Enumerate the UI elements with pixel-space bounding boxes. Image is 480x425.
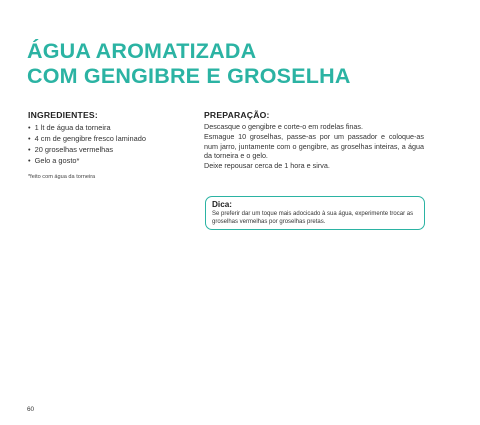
tip-heading: Dica:	[212, 200, 233, 209]
ingredient-item: • 4 cm de gengibre fresco laminado	[28, 133, 188, 144]
ingredients-heading: INGREDIENTES:	[28, 110, 98, 120]
tip-box	[205, 196, 425, 230]
ingredient-item: • 1 lt de água da torneira	[28, 122, 188, 133]
preparation-step: Descasque o gengibre e corte-o em rodelas finas.	[204, 122, 364, 131]
ingredient-item: • Gelo a gosto*	[28, 155, 188, 166]
preparation-steps	[204, 122, 424, 171]
recipe-title-line-2: COM GENGIBRE E GROSELHA	[27, 64, 351, 88]
ingredient-item: • 20 groselhas vermelhas	[28, 144, 188, 155]
preparation-step: Esmague 10 groselhas, passe-as por um passador e coloque-as num jarro, juntamente com o gengibre, as groselhas inteiras, a água da torneira e o gelo.	[204, 131, 424, 161]
ingredients-section	[28, 110, 188, 180]
preparation-section	[204, 110, 424, 171]
recipe-title	[27, 39, 467, 89]
preparation-heading: PREPARAÇÃO:	[204, 110, 270, 120]
ingredients-list	[28, 122, 188, 166]
preparation-step: Deixe repousar cerca de 1 hora e sirva.	[204, 161, 330, 171]
ingredients-footnote: *feito com água da torneira	[28, 174, 96, 180]
page-number: 60	[27, 406, 35, 413]
recipe-title-line-1: ÁGUA AROMATIZADA	[27, 39, 257, 63]
tip-text: Se preferir dar um toque mais adocicado à sua água, experimente trocar as groselhas vermelhas por groselhas pretas.	[212, 211, 414, 225]
